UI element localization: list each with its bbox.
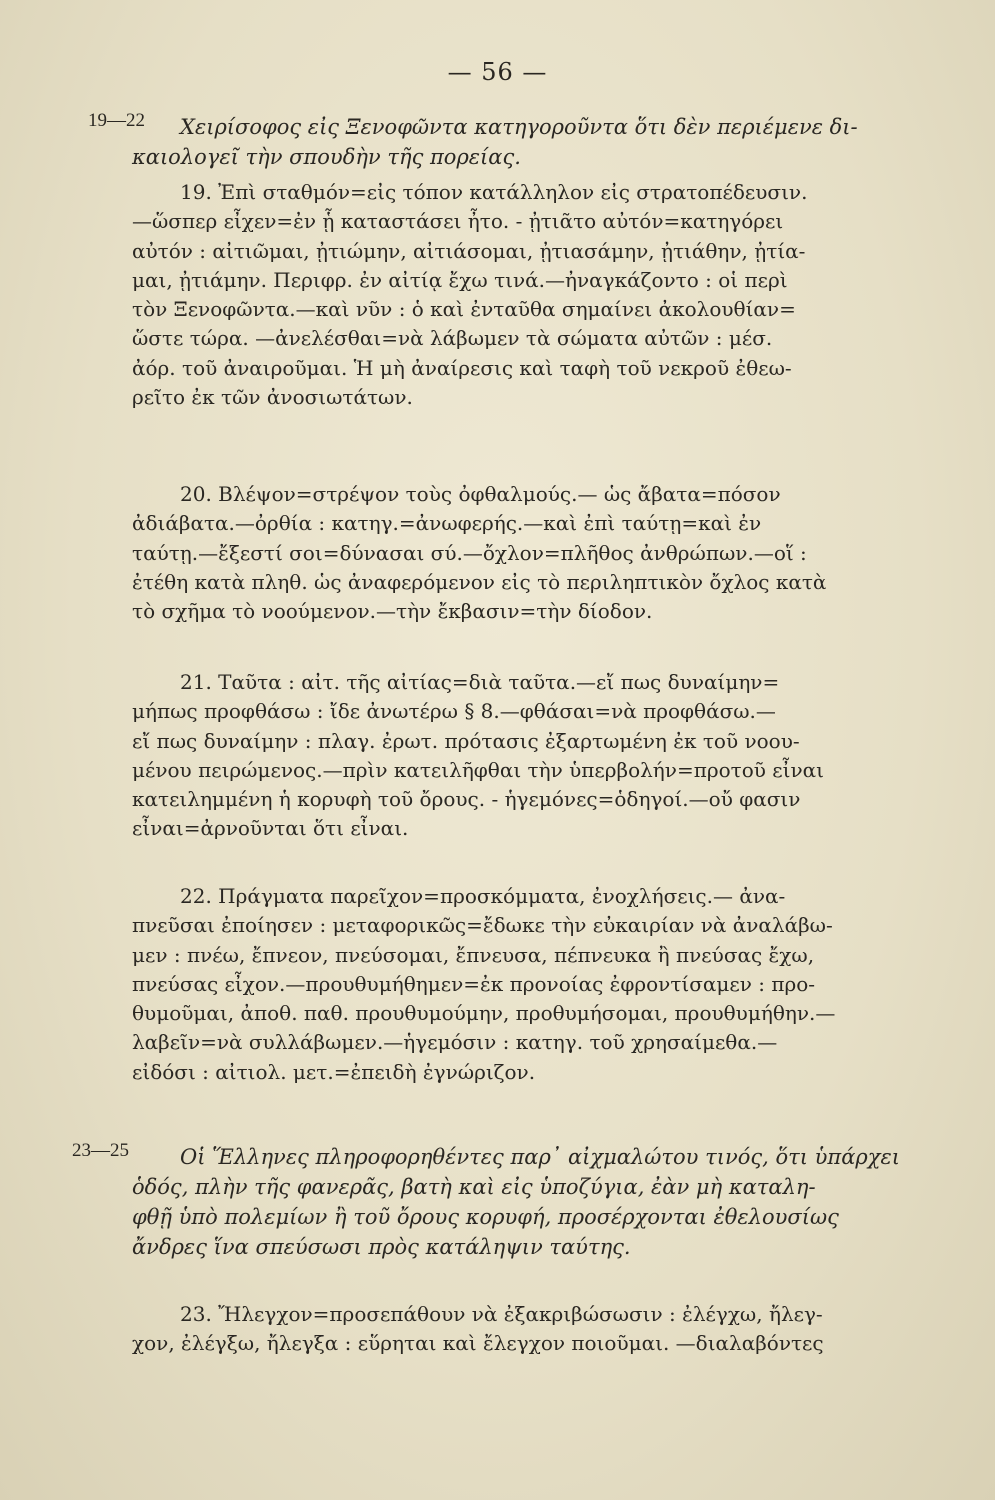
note-line: ἐτέθη κατὰ πληθ. ὡς ἀναφερόμενον εἰς τὸ περιληπτικὸν ὄχλος κατὰ — [132, 569, 827, 594]
note-line: 23. Ἤλεγχον=προσεπάθουν νὰ ἐξακριβώσωσιν : ἐλέγχω, ἤλεγ- — [180, 1302, 823, 1326]
note-line: 22. Πράγματα παρεῖχον=προσκόμματα, ἐνοχλήσεις.— ἀνα- — [180, 884, 786, 908]
summary-line: φθῇ ὑπὸ πολεμίων ἢ τοῦ ὄρους κορυφή, προσέρχονται ἐθελουσίως — [132, 1205, 839, 1229]
note-line: πνεύσας εἶχον.—προυθυμήθημεν=ἐκ προνοίας ἐφροντίσαμεν : προ- — [132, 971, 816, 996]
note-line: τὸν Ξενοφῶντα.—καὶ νῦν : ὁ καὶ ἐνταῦθα σημαίνει ἀκολουθίαν= — [132, 297, 796, 322]
note-22 — [132, 882, 932, 1087]
section-range-23-25: 23—25 — [72, 1140, 129, 1161]
note-line: 19. Ἐπὶ σταθμόν=εἰς τόπον κατάλληλον εἰς στρατοπέδευσιν. — [180, 180, 808, 204]
note-line: ταύτῃ.—ἔξεστί σοι=δύνασαι σύ.—ὄχλον=πλῆθος ἀνθρώπων.—οἵ : — [132, 540, 807, 565]
note-line: μεν : πνέω, ἔπνεον, πνεύσομαι, ἔπνευσα, πέπνευκα ἢ πνεύσας ἔχω, — [132, 942, 815, 967]
note-line: μαι, ᾐτιάμην. Περιφρ. ἐν αἰτίᾳ ἔχω τινά.—ἠναγκάζοντο : οἱ περὶ — [132, 267, 788, 292]
note-20 — [132, 480, 932, 626]
note-line: κατειλημμένη ἡ κορυφὴ τοῦ ὄρους. - ἡγεμόνες=ὁδηγοί.—οὔ φασιν — [132, 787, 801, 812]
page-number: — 56 — — [447, 58, 548, 86]
note-19 — [132, 178, 932, 412]
note-line: —ὥσπερ εἶχεν=ἐν ᾗ καταστάσει ἦτο. - ᾐτιᾶτο αὐτόν=κατηγόρει — [132, 209, 784, 234]
note-23 — [132, 1300, 932, 1359]
section-summary-19-22 — [132, 112, 927, 172]
note-line: εἶναι=ἀρνοῦνται ὅτι εἶναι. — [132, 816, 409, 841]
section-summary-23-25 — [132, 1142, 932, 1262]
note-line: πνεῦσαι ἐποίησεν : μεταφορικῶς=ἔδωκε τὴν εὐκαιρίαν νὰ ἀναλάβω- — [132, 913, 833, 938]
note-line: ὥστε τώρα. —ἀνελέσθαι=νὰ λάβωμεν τὰ σώματα αὐτῶν : μέσ. — [132, 326, 773, 351]
section-range-19-22: 19—22 — [88, 110, 145, 131]
note-line: 20. Βλέψον=στρέψον τοὺς ὀφθαλμούς.— ὡς ἄβατα=πόσον — [180, 482, 781, 506]
note-line: εἰδόσι : αἰτιολ. μετ.=ἐπειδὴ ἐγνώριζον. — [132, 1059, 536, 1084]
summary-line: ἄνδρες ἵνα σπεύσωσι πρὸς κατάληψιν ταύτης. — [132, 1235, 631, 1259]
note-line: χον, ἐλέγξω, ἤλεγξα : εὕρηται καὶ ἔλεγχον ποιοῦμαι. —διαλαβόντες — [132, 1331, 824, 1356]
summary-line: Οἱ Ἕλληνες πληροφορηθέντες παρ᾽ αἰχμαλώτου τινός, ὅτι ὑπάρχει — [180, 1145, 900, 1169]
summary-line: καιολογεῖ τὴν σπουδὴν τῆς πορείας. — [132, 145, 521, 169]
note-line: μήπως προφθάσω : ἴδε ἀνωτέρω § 8.—φθάσαι=νὰ προφθάσω.— — [132, 699, 776, 724]
note-line: 21. Ταῦτα : αἰτ. τῆς αἰτίας=διὰ ταῦτα.—εἴ πως δυναίμην= — [180, 670, 780, 694]
note-line: τὸ σχῆμα τὸ νοούμενον.—τὴν ἔκβασιν=τὴν δίοδον. — [132, 599, 653, 624]
summary-line: Χειρίσοφος εἰς Ξενοφῶντα κατηγοροῦντα ὅτι δὲν περιέμενε δι- — [180, 115, 858, 139]
note-line: ἀδιάβατα.—ὀρθία : κατηγ.=ἀνωφερής.—καὶ ἐπὶ ταύτῃ=καὶ ἐν — [132, 511, 762, 536]
note-21 — [132, 668, 932, 844]
note-line: αὐτόν : αἰτιῶμαι, ᾐτιώμην, αἰτιάσομαι, ᾐτιασάμην, ᾐτιάθην, ᾐτία- — [132, 238, 806, 263]
note-line: εἴ πως δυναίμην : πλαγ. ἐρωτ. πρότασις ἐξαρτωμένη ἐκ τοῦ νοου- — [132, 728, 800, 753]
note-line: λαβεῖν=νὰ συλλάβωμεν.—ἡγεμόσιν : κατηγ. τοῦ χρησαίμεθα.— — [132, 1030, 778, 1055]
note-line: ρεῖτο ἐκ τῶν ἀνοσιωτάτων. — [132, 385, 413, 410]
summary-line: ὁδός, πλὴν τῆς φανερᾶς, βατὴ καὶ εἰς ὑποζύγια, ἐὰν μὴ καταλη- — [132, 1175, 816, 1199]
note-line: θυμοῦμαι, ἀποθ. παθ. προυθυμούμην, προθυμήσομαι, προυθυμήθην.— — [132, 1001, 836, 1026]
note-line: μένου πειρώμενος.—πρὶν κατειλῆφθαι τὴν ὑπερβολήν=προτοῦ εἶναι — [132, 757, 824, 782]
note-line: ἀόρ. τοῦ ἀναιροῦμαι. Ἡ μὴ ἀναίρεσις καὶ ταφὴ τοῦ νεκροῦ ἐθεω- — [132, 355, 792, 380]
